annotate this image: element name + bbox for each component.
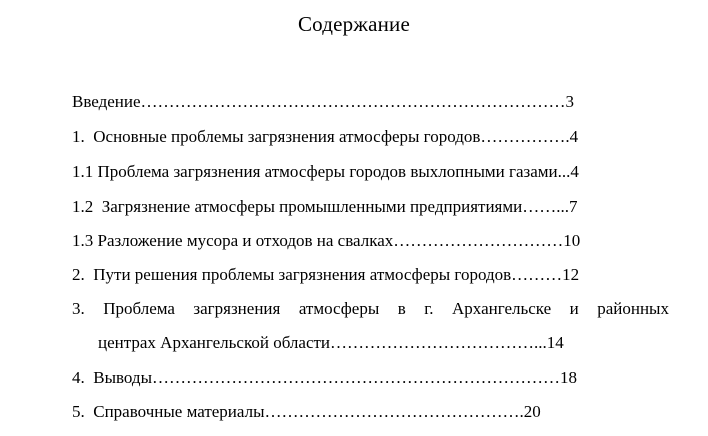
toc-leader-dots: ………………………………………………………………… <box>140 92 566 111</box>
toc-word: Проблема <box>103 299 175 318</box>
toc-word: атмосферы <box>298 299 380 318</box>
toc-page-number: 4 <box>569 127 579 146</box>
toc-word: 3. <box>72 299 85 318</box>
toc-leader-dots: ………………………… <box>393 231 564 250</box>
toc-page-number: 7 <box>568 197 578 216</box>
toc-entry-section-1-3[interactable] <box>72 230 580 252</box>
toc-leader-dots: ……………. <box>480 127 570 146</box>
toc-word: в <box>397 299 406 318</box>
toc-entry-text: 5. Справочные материалы <box>72 402 265 421</box>
toc-entry-section-3-continuation[interactable] <box>98 332 564 354</box>
toc-leader-dots: ... <box>557 162 571 181</box>
toc-page-number: 20 <box>523 402 541 421</box>
toc-page-number: 10 <box>563 231 581 250</box>
toc-entry-text: Введение <box>72 92 141 111</box>
toc-entry-introduction[interactable] <box>72 91 574 113</box>
toc-entry-text: 1.1 Проблема загрязнения атмосферы городов выхлопными газами <box>72 162 558 181</box>
toc-entry-section-1[interactable] <box>72 126 578 148</box>
toc-leader-dots: ……………………………………………………………… <box>152 368 561 387</box>
toc-entry-section-3[interactable] <box>72 298 669 320</box>
page-title: Содержание <box>297 12 411 36</box>
toc-page-number: 4 <box>570 162 579 181</box>
toc-entry-text: 4. Выводы <box>72 368 153 387</box>
toc-leader-dots: ……… <box>511 265 563 284</box>
toc-page-number: 3 <box>565 92 575 111</box>
toc-word: районных <box>597 299 669 318</box>
toc-word: и <box>569 299 579 318</box>
toc-entry-section-4[interactable] <box>72 367 577 389</box>
toc-entry-section-5[interactable] <box>72 401 541 423</box>
toc-word: загрязнения <box>193 299 281 318</box>
toc-entry-section-2[interactable] <box>72 264 579 286</box>
toc-page-number: 12 <box>562 265 580 284</box>
toc-leader-dots: ………………………………………. <box>264 402 524 421</box>
toc-word: Архангельске <box>452 299 552 318</box>
toc-entry-text: 1.3 Разложение мусора и отходов на свалках <box>72 231 394 250</box>
toc-entry-section-1-2[interactable] <box>72 196 577 218</box>
toc-entry-text: 2. Пути решения проблемы загрязнения атмосферы городов <box>72 265 512 284</box>
toc-leader-dots: ………………………………... <box>330 333 547 352</box>
toc-word: г. <box>424 299 434 318</box>
toc-page-number: 14 <box>546 333 564 352</box>
toc-entry-text: 1. Основные проблемы загрязнения атмосферы городов <box>72 127 481 146</box>
toc-entry-section-1-1[interactable] <box>72 161 579 183</box>
toc-entry-text: центрах Архангельской области <box>98 333 331 352</box>
toc-entry-text: 1.2 Загрязнение атмосферы промышленными предприятиями <box>72 197 523 216</box>
toc-leader-dots: ……... <box>522 197 569 216</box>
toc-page-number: 18 <box>560 368 578 387</box>
